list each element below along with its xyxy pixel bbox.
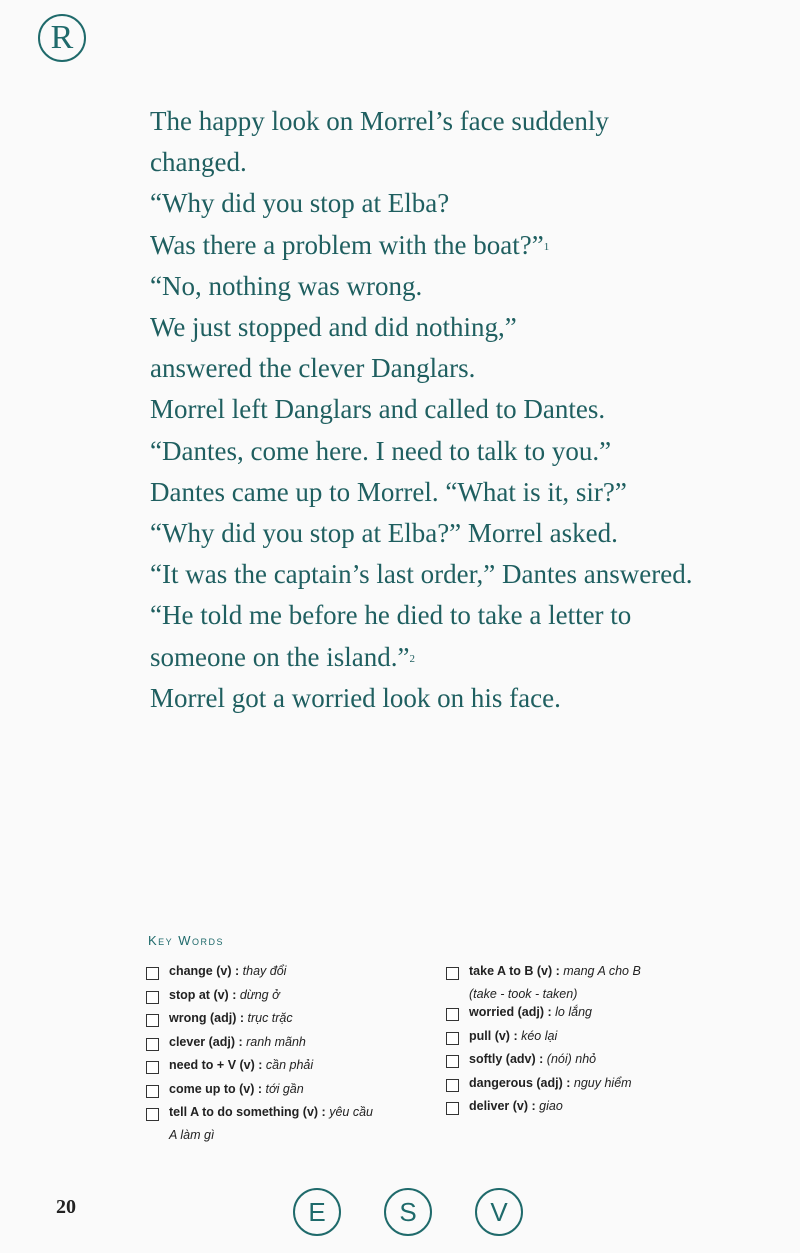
key-word-text: [469, 1001, 592, 1024]
key-word-text: [169, 984, 280, 1007]
story-line-text: Was there a problem with the boat?”: [150, 229, 544, 260]
story-line: “Why did you stop at Elba?: [150, 188, 450, 219]
key-word-text: [169, 1054, 313, 1077]
story-line: “He told me before he died to take a letter to: [150, 600, 632, 631]
key-word-meaning: tới gần: [265, 1081, 304, 1096]
key-word-text: [469, 1095, 563, 1118]
story-line: answered the clever Danglars.: [150, 353, 476, 384]
key-word-text: [469, 1025, 557, 1048]
key-word-text: [169, 1031, 306, 1054]
checkbox[interactable]: [146, 967, 159, 980]
story-line: “It was the captain’s last order,” Dantes answered.: [150, 559, 693, 590]
key-word-term: stop at (v) :: [169, 987, 237, 1002]
story-line: We just stopped and did nothing,”: [150, 312, 517, 343]
key-word-meaning: mang A cho B: [563, 964, 641, 978]
key-word-term: take A to B (v) :: [469, 964, 560, 978]
checkbox[interactable]: [146, 1108, 159, 1121]
key-word-text: [169, 960, 286, 983]
e-circle-icon: E: [293, 1188, 341, 1236]
checkbox[interactable]: [146, 1061, 159, 1074]
key-word-text: [169, 1007, 293, 1030]
key-word-meaning: dừng ở: [239, 987, 280, 1002]
key-word-item: [446, 1100, 766, 1124]
key-word-text: [469, 1072, 632, 1095]
key-word-term: need to + V (v) :: [169, 1058, 263, 1072]
key-word-term: dangerous (adj) :: [469, 1075, 571, 1090]
key-word-meaning: cần phải: [265, 1058, 314, 1072]
key-word-text: [469, 960, 641, 1006]
checkbox[interactable]: [446, 1008, 459, 1021]
key-words-left-column: [146, 965, 436, 1147]
checkbox[interactable]: [446, 1079, 459, 1092]
footnote-marker: 2: [409, 652, 415, 665]
key-word-term: tell A to do something (v) :: [169, 1105, 326, 1119]
story-line: Morrel left Danglars and called to Dantes.: [150, 394, 606, 425]
key-word-term: wrong (adj) :: [169, 1011, 244, 1025]
story-line: [150, 637, 770, 678]
key-word-text: [169, 1078, 304, 1101]
key-word-meaning: nguy hiểm: [573, 1075, 632, 1090]
story-line: changed.: [150, 147, 247, 178]
key-words-title: Key Words: [148, 933, 225, 948]
checkbox[interactable]: [146, 1014, 159, 1027]
key-word-meaning: yêu cầu: [329, 1105, 373, 1119]
story-line: The happy look on Morrel’s face suddenly: [150, 106, 609, 136]
story-line: “Dantes, come here. I need to talk to you.”: [150, 435, 612, 466]
key-word-meaning: kéo lại: [521, 1028, 558, 1043]
key-word-continuation: A làm gì: [169, 1128, 215, 1142]
story-line-text: someone on the island.”: [150, 641, 410, 672]
page-number: 20: [56, 1196, 76, 1218]
key-word-meaning: lo lắng: [555, 1005, 592, 1019]
story-line: “No, nothing was wrong.: [150, 270, 423, 301]
key-word-meaning: trục trặc: [247, 1011, 293, 1025]
story-line: “Why did you stop at Elba?” Morrel asked.: [150, 518, 618, 549]
key-words-right-column: [446, 965, 766, 1124]
checkbox[interactable]: [146, 991, 159, 1004]
key-word-meaning: (nói) nhỏ: [546, 1052, 597, 1066]
checkbox[interactable]: [446, 967, 459, 980]
key-word-text: [469, 1048, 596, 1071]
key-word-meaning: giao: [539, 1099, 563, 1113]
key-word-meaning: thay đổi: [242, 964, 287, 978]
key-word-term: pull (v) :: [469, 1028, 518, 1043]
key-word-term: deliver (v) :: [469, 1099, 536, 1113]
story-text: [150, 101, 770, 719]
checkbox[interactable]: [446, 1055, 459, 1068]
v-circle-icon: V: [475, 1188, 523, 1236]
key-word-term: worried (adj) :: [469, 1005, 552, 1019]
key-word-term: clever (adj) :: [169, 1034, 243, 1049]
story-line: Dantes came up to Morrel. “What is it, sir?”: [150, 476, 627, 507]
checkbox[interactable]: [446, 1102, 459, 1115]
story-line: [150, 225, 770, 266]
key-word-text: [169, 1101, 373, 1147]
key-word-item: [446, 965, 766, 1006]
checkbox[interactable]: [146, 1038, 159, 1051]
s-circle-icon: S: [384, 1188, 432, 1236]
footnote-marker: 1: [543, 240, 550, 253]
story-line: Morrel got a worried look on his face.: [150, 682, 561, 713]
key-word-term: come up to (v) :: [169, 1081, 263, 1096]
key-word-term: softly (adv) :: [469, 1052, 544, 1066]
checkbox[interactable]: [446, 1032, 459, 1045]
key-word-term: change (v) :: [169, 964, 240, 978]
checkbox[interactable]: [146, 1085, 159, 1098]
key-word-item: [146, 1106, 436, 1147]
r-logo-icon: R: [38, 14, 86, 62]
bottom-badges: [293, 1188, 523, 1236]
key-word-continuation: (take - took - taken): [469, 987, 578, 1001]
key-word-meaning: ranh mãnh: [246, 1034, 306, 1049]
